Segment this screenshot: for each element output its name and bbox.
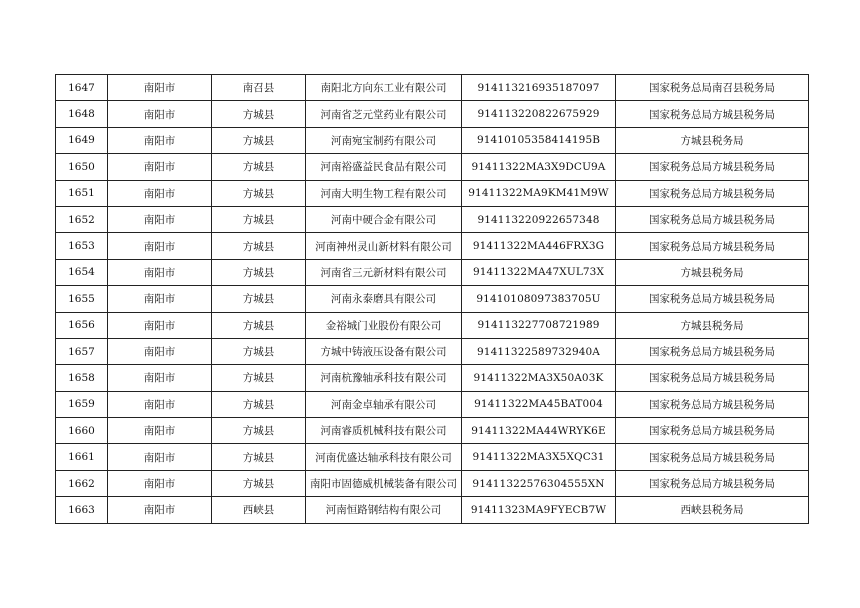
city-cell: 南阳市 [108,418,212,444]
row-number-cell: 1658 [56,365,108,391]
tax-authority-cell: 国家税务总局方城县税务局 [616,233,809,259]
company-name-cell: 河南永泰磨具有限公司 [306,286,462,312]
city-cell: 南阳市 [108,365,212,391]
county-cell: 方城县 [212,259,306,285]
tax-id-cell: 91411322576304555XN [462,470,616,496]
tax-id-cell: 914113227708721989 [462,312,616,338]
row-number-cell: 1659 [56,391,108,417]
company-name-cell: 河南恒路钢结构有限公司 [306,497,462,523]
company-name-cell: 方城中铸液压设备有限公司 [306,338,462,364]
table-row [56,101,809,127]
table-row [56,180,809,206]
row-number-cell: 1648 [56,101,108,127]
company-name-cell: 南阳北方向东工业有限公司 [306,75,462,101]
records-table-body [56,75,809,524]
tax-id-cell: 91411322MA45BAT004 [462,391,616,417]
county-cell: 方城县 [212,127,306,153]
row-number-cell: 1657 [56,338,108,364]
tax-authority-cell: 国家税务总局方城县税务局 [616,338,809,364]
city-cell: 南阳市 [108,391,212,417]
tax-id-cell: 914113220822675929 [462,101,616,127]
county-cell: 方城县 [212,338,306,364]
row-number-cell: 1663 [56,497,108,523]
county-cell: 方城县 [212,101,306,127]
company-name-cell: 河南省芝元堂药业有限公司 [306,101,462,127]
tax-authority-cell: 国家税务总局方城县税务局 [616,470,809,496]
city-cell: 南阳市 [108,180,212,206]
company-name-cell: 河南大明生物工程有限公司 [306,180,462,206]
tax-id-cell: 91411322MA3X50A03K [462,365,616,391]
tax-id-cell: 91411322589732940A [462,338,616,364]
county-cell: 方城县 [212,418,306,444]
row-number-cell: 1651 [56,180,108,206]
table-row [56,312,809,338]
county-cell: 方城县 [212,365,306,391]
row-number-cell: 1662 [56,470,108,496]
table-row [56,206,809,232]
table-row [56,259,809,285]
county-cell: 方城县 [212,470,306,496]
county-cell: 方城县 [212,206,306,232]
company-name-cell: 河南宛宝制药有限公司 [306,127,462,153]
city-cell: 南阳市 [108,75,212,101]
row-number-cell: 1660 [56,418,108,444]
city-cell: 南阳市 [108,312,212,338]
city-cell: 南阳市 [108,470,212,496]
county-cell: 方城县 [212,391,306,417]
county-cell: 方城县 [212,154,306,180]
county-cell: 方城县 [212,286,306,312]
tax-id-cell: 91411322MA446FRX3G [462,233,616,259]
tax-authority-cell: 方城县税务局 [616,127,809,153]
tax-authority-cell: 国家税务总局方城县税务局 [616,418,809,444]
company-name-cell: 南阳市固德威机械装备有限公司 [306,470,462,496]
city-cell: 南阳市 [108,233,212,259]
tax-id-cell: 91411322MA9KM41M9W [462,180,616,206]
tax-authority-cell: 国家税务总局方城县税务局 [616,101,809,127]
tax-authority-cell: 国家税务总局方城县税务局 [616,180,809,206]
tax-authority-cell: 国家税务总局南召县税务局 [616,75,809,101]
row-number-cell: 1661 [56,444,108,470]
tax-id-cell: 91411323MA9FYECB7W [462,497,616,523]
tax-authority-cell: 西峡县税务局 [616,497,809,523]
county-cell: 南召县 [212,75,306,101]
county-cell: 方城县 [212,312,306,338]
tax-id-cell: 91411322MA3X9DCU9A [462,154,616,180]
county-cell: 方城县 [212,180,306,206]
county-cell: 西峡县 [212,497,306,523]
city-cell: 南阳市 [108,286,212,312]
county-cell: 方城县 [212,444,306,470]
table-row [56,470,809,496]
table-row [56,418,809,444]
table-row [56,233,809,259]
company-name-cell: 河南金卓轴承有限公司 [306,391,462,417]
row-number-cell: 1647 [56,75,108,101]
company-name-cell: 河南优盛达轴承科技有限公司 [306,444,462,470]
tax-authority-cell: 国家税务总局方城县税务局 [616,286,809,312]
company-name-cell: 河南中硬合金有限公司 [306,206,462,232]
county-cell: 方城县 [212,233,306,259]
company-name-cell: 河南杭豫轴承科技有限公司 [306,365,462,391]
city-cell: 南阳市 [108,444,212,470]
city-cell: 南阳市 [108,154,212,180]
tax-authority-cell: 国家税务总局方城县税务局 [616,154,809,180]
tax-id-cell: 91410108097383705U [462,286,616,312]
row-number-cell: 1650 [56,154,108,180]
row-number-cell: 1652 [56,206,108,232]
tax-authority-cell: 国家税务总局方城县税务局 [616,444,809,470]
company-name-cell: 河南睿质机械科技有限公司 [306,418,462,444]
row-number-cell: 1649 [56,127,108,153]
city-cell: 南阳市 [108,101,212,127]
table-row [56,391,809,417]
table-row [56,75,809,101]
row-number-cell: 1655 [56,286,108,312]
tax-id-cell: 91411322MA47XUL73X [462,259,616,285]
table-row [56,286,809,312]
table-row [56,127,809,153]
table-row [56,154,809,180]
records-table [55,74,809,524]
tax-authority-cell: 国家税务总局方城县税务局 [616,206,809,232]
city-cell: 南阳市 [108,127,212,153]
tax-id-cell: 91411322MA44WRYK6E [462,418,616,444]
tax-authority-cell: 国家税务总局方城县税务局 [616,391,809,417]
table-row [56,444,809,470]
tax-id-cell: 914113216935187097 [462,75,616,101]
tax-id-cell: 91411322MA3X5XQC31 [462,444,616,470]
company-name-cell: 河南省三元新材料有限公司 [306,259,462,285]
table-row [56,365,809,391]
city-cell: 南阳市 [108,497,212,523]
row-number-cell: 1656 [56,312,108,338]
tax-authority-cell: 方城县税务局 [616,312,809,338]
city-cell: 南阳市 [108,206,212,232]
row-number-cell: 1653 [56,233,108,259]
company-name-cell: 河南神州灵山新材料有限公司 [306,233,462,259]
table-row [56,497,809,523]
tax-id-cell: 914113220922657348 [462,206,616,232]
tax-authority-cell: 国家税务总局方城县税务局 [616,365,809,391]
city-cell: 南阳市 [108,259,212,285]
company-name-cell: 金裕城门业股份有限公司 [306,312,462,338]
company-name-cell: 河南裕盛益民食品有限公司 [306,154,462,180]
tax-id-cell: 91410105358414195B [462,127,616,153]
row-number-cell: 1654 [56,259,108,285]
tax-authority-cell: 方城县税务局 [616,259,809,285]
city-cell: 南阳市 [108,338,212,364]
table-row [56,338,809,364]
